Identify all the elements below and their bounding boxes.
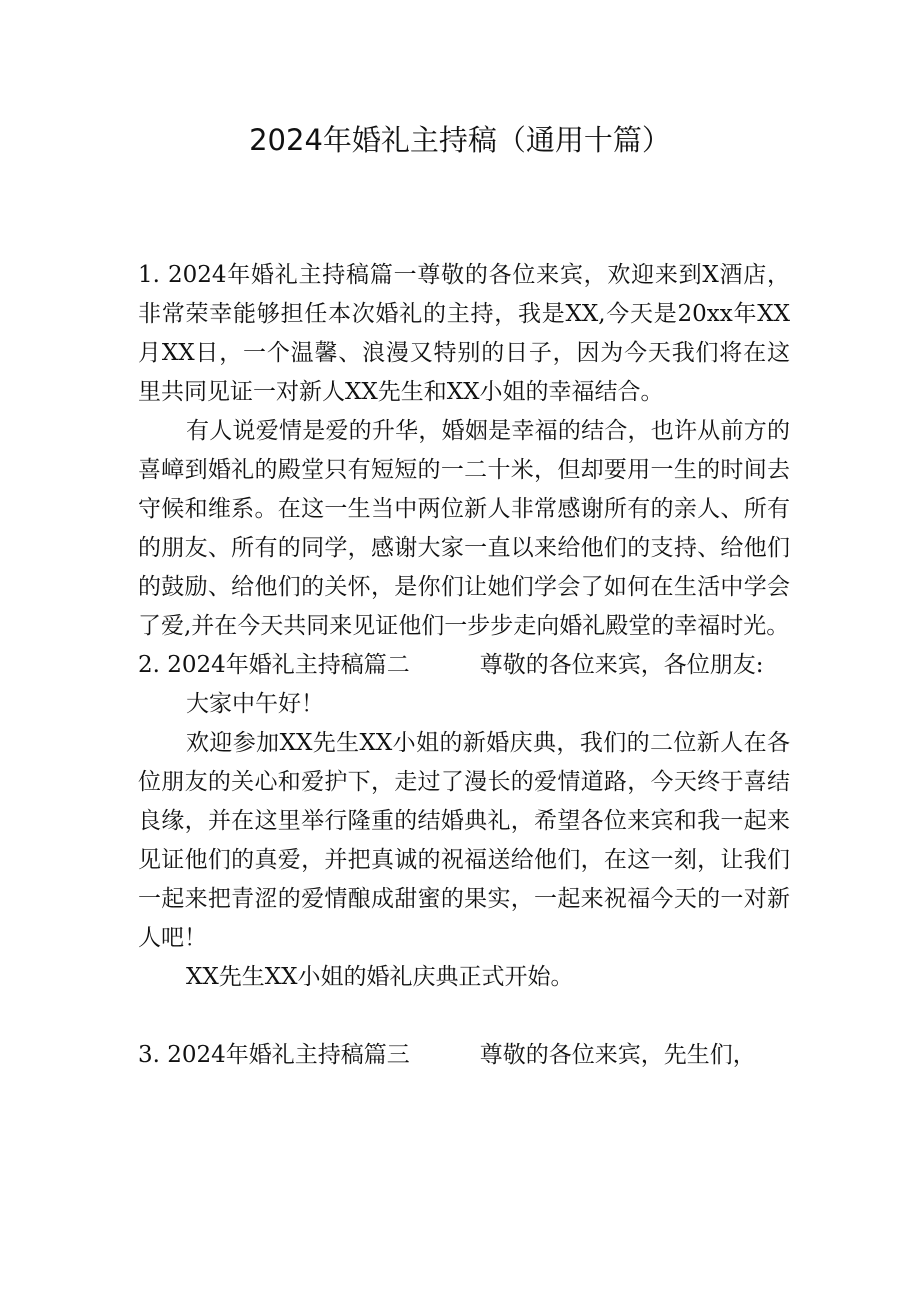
section-2-heading: 2. 2024年婚礼主持稿篇二 [138,652,410,678]
section-spacer [138,997,790,1036]
section-2-paragraph-2: 欢迎参加XX先生XX小姐的新婚庆典，我们的二位新人在各位朋友的关心和爱护下，走过了漫长的爱情道路，今天终于喜结良缘，并在这里举行隆重的结婚典礼，希望各位来宾和我一起来见证他们的真爱，并把真诚的祝福送给他们，在这一刻，让我们一起来把青涩的爱情酿成甜蜜的果实，一起来祝福今天的一对新人吧！ [138,730,790,951]
section-3-lead-text: 尊敬的各位来宾，先生们， [479,1042,756,1068]
section-1-heading: 1. 2024年婚礼主持稿篇一 [138,262,418,288]
section-2-paragraph-1: 大家中午好！ [186,691,324,717]
section-1-lead-text: 尊敬的各位来宾，欢迎来到X酒店，非常荣幸能够担任本次婚礼的主持，我是XX,今天是20xx年XX月XX日，一个温馨、浪漫又特别的日子，因为今天我们将在这里共同见证一对新人XX先生和XX小姐的幸福结合。 [138,262,790,405]
section-2-intro [138,646,790,685]
document-title: 2024年婚礼主持稿（通用十篇） [249,123,671,157]
section-3-heading: 3. 2024年婚礼主持稿篇三 [138,1042,410,1068]
section-1-intro [138,256,790,412]
section-3-intro [138,1036,790,1075]
section-1-paragraph-1: 有人说爱情是爱的升华，婚姻是幸福的结合，也许从前方的喜嶂到婚礼的殿堂只有短短的一二十米，但却要用一生的时间去守候和维系。在这一生当中两位新人非常感谢所有的亲人、所有的朋友、所有的同学，感谢大家一直以来给他们的支持、给他们的鼓励、给他们的关怀，是你们让她们学会了如何在生活中学会了爱,并在今天共同来见证他们一步步走向婚礼殿堂的幸福时光。 [138,418,790,639]
section-2-lead-text: 尊敬的各位来宾，各位朋友: [479,652,764,678]
document-body [138,256,790,1075]
section-2-paragraph-3: XX先生XX小姐的婚礼庆典正式开始。 [186,964,574,990]
